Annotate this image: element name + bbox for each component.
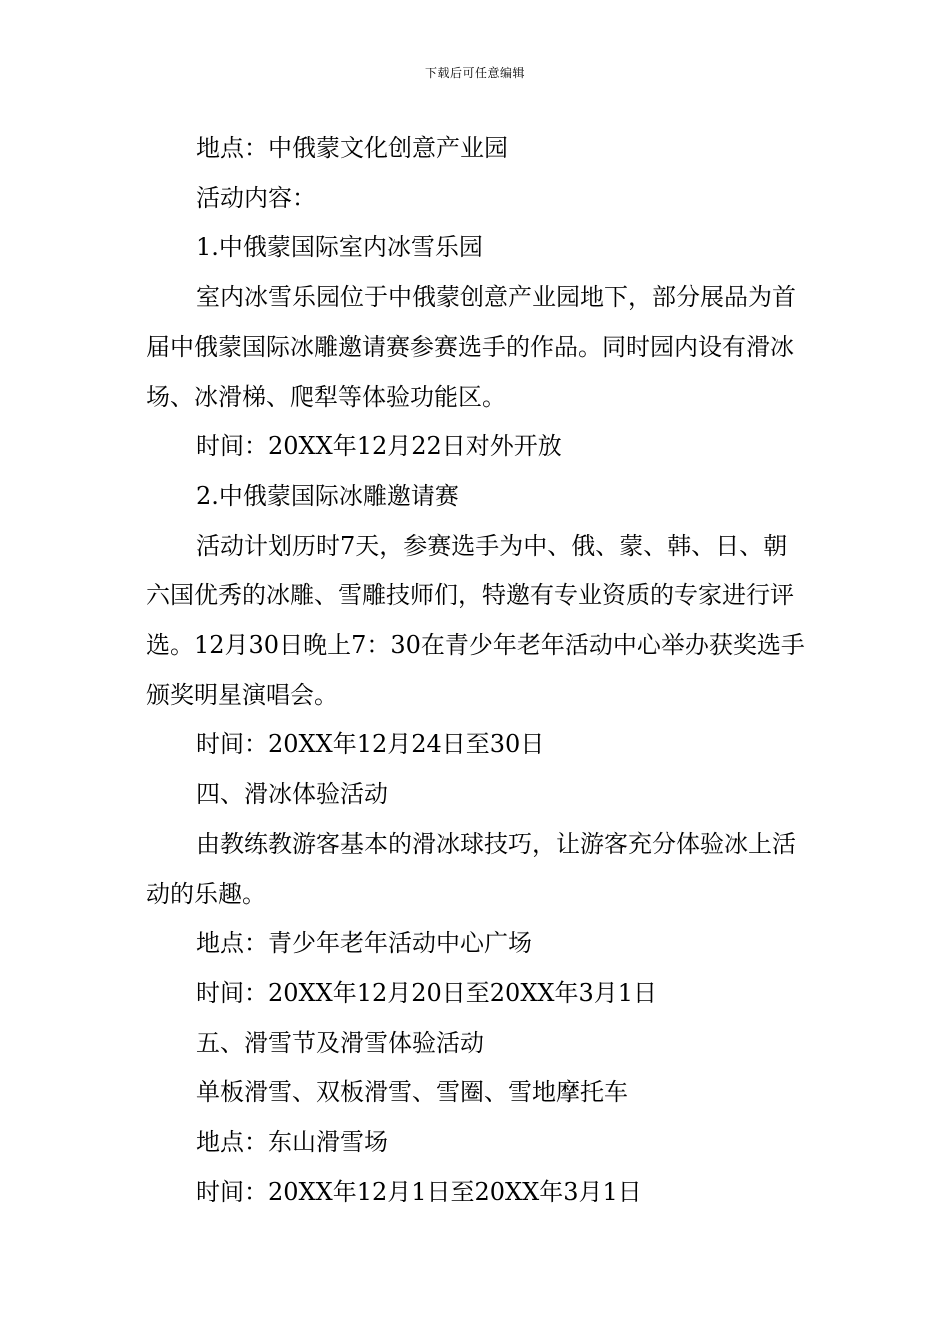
- paragraph-item-2-time: 时间：20XX年12月24日至30日: [196, 730, 545, 759]
- paragraph-location-1: 地点：中俄蒙文化创意产业园: [196, 134, 508, 162]
- section-four-location: 地点：青少年老年活动中心广场: [196, 929, 532, 958]
- paragraph-item-1-title: 1.中俄蒙国际室内冰雪乐园: [196, 233, 483, 262]
- section-four-heading: 四、滑冰体验活动: [196, 780, 388, 809]
- page-header: 下载后可任意编辑: [424, 66, 525, 80]
- section-four-time: 时间：20XX年12月20日至20XX年3月1日: [196, 978, 658, 1007]
- section-five-items: 单板滑雪、双板滑雪、雪圈、雪地摩托车: [196, 1078, 628, 1107]
- document-body: [146, 124, 810, 1217]
- paragraph-item-1-desc: 室内冰雪乐园位于中俄蒙创意产业园地下，部分展品为首届中俄蒙国际冰雕邀请赛参赛选手的作品。同时园内设有滑冰场、冰滑梯、爬犁等体验功能区。: [146, 283, 796, 411]
- section-five-location: 地点：东山滑雪场: [196, 1128, 388, 1157]
- paragraph-activity-content: 活动内容：: [196, 183, 316, 212]
- section-five-time: 时间：20XX年12月1日至20XX年3月1日: [196, 1177, 642, 1206]
- paragraph-item-1-time: 时间：20XX年12月22日对外开放: [196, 432, 562, 461]
- paragraph-item-2-desc: 活动计划历时7天，参赛选手为中、俄、蒙、韩、日、朝六国优秀的冰雕、雪雕技师们，特邀有专业资质的专家进行评选。12月30日晚上7：30在青少年老年活动中心举办获奖选手颁奖明星演唱会。: [146, 531, 805, 709]
- paragraph-item-2-title: 2.中俄蒙国际冰雕邀请赛: [196, 481, 459, 510]
- section-four-desc: 由教练教游客基本的滑冰球技巧，让游客充分体验冰上活动的乐趣。: [146, 829, 796, 908]
- section-five-heading: 五、滑雪节及滑雪体验活动: [196, 1028, 484, 1057]
